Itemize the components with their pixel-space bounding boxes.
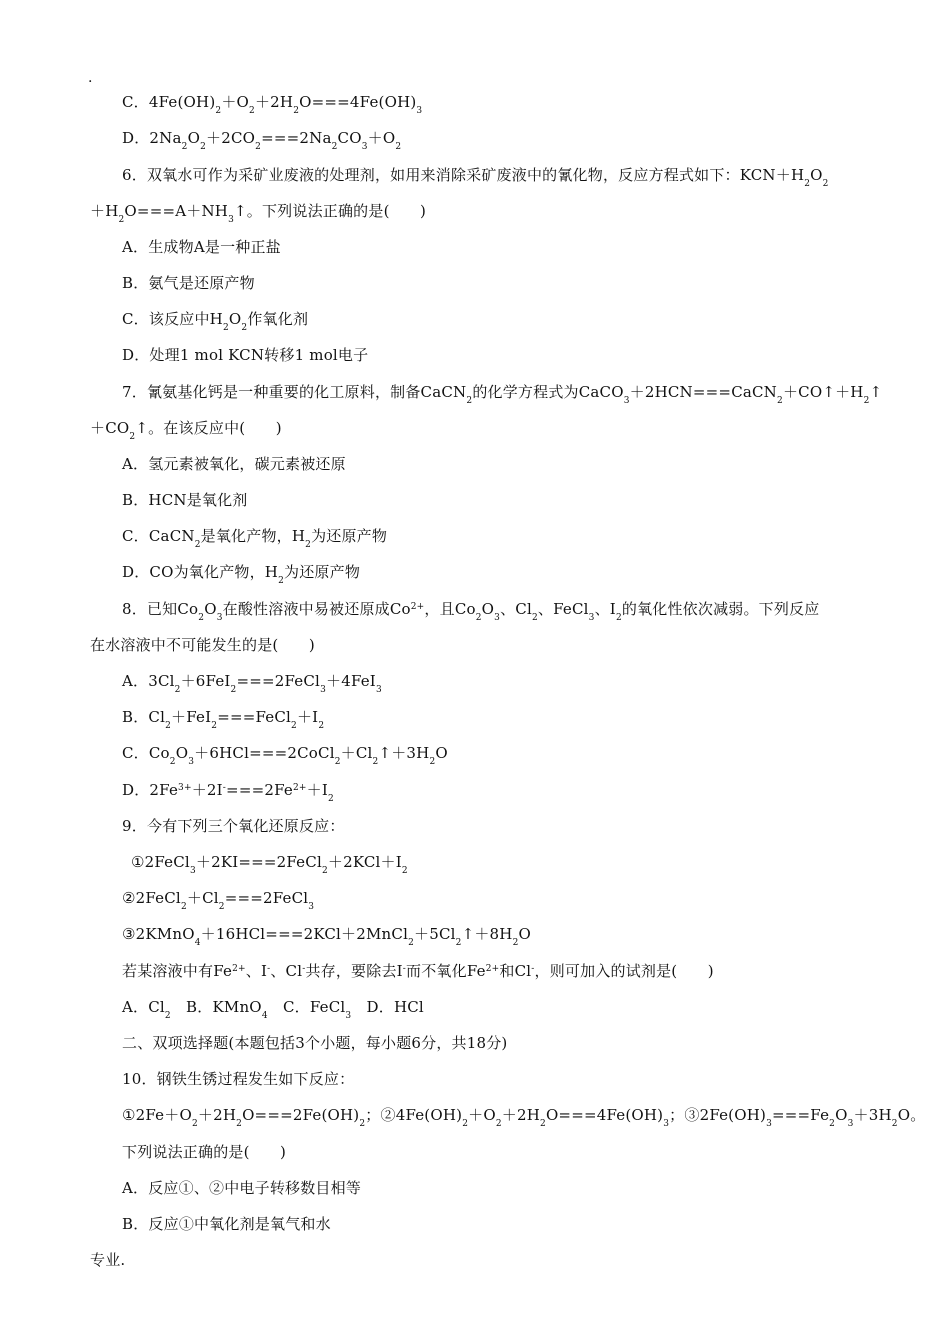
option-line: D．CO为氧化产物，$H_2$为还原产物: [122, 563, 361, 586]
option-line: A．氢元素被氧化，碳元素被还原: [122, 455, 346, 473]
option-line: B．$Cl_2+FeI_2===FeCl_2+I_2$: [122, 708, 325, 731]
question-line: 9．今有下列三个氧化还原反应：: [122, 817, 345, 835]
question-line: 6．双氧水可作为采矿业废液的处理剂，如用来消除采矿废液中的氰化物，反应方程式如下：$KCN+H_2O_2$: [122, 166, 829, 189]
option-line: C．CaCN$_2$是氧化产物，$H_2$为还原产物: [122, 527, 388, 550]
question-line: $+H_2O===A+NH_3↑$。下列说法正确的是( ): [90, 202, 427, 225]
option-line: A．$Cl_2$ B．KMnO$_4$ C．FeCl$_3$ D．HCl: [122, 998, 424, 1021]
question-line: $+CO_2↑$。在该反应中( ): [90, 419, 282, 442]
question-line: 8．已知$Co_2O_3$在酸性溶液中易被还原成$Co^{2+}$，且$Co_2O_3$、$Cl_2$、FeCl$_3$、$I_2$的氧化性依次减弱。下列反应: [122, 600, 820, 623]
question-line: 7．氰氨基化钙是一种重要的化工原料，制备CaCN$_2$的化学方程式为$CaCO_3+2HCN===CaCN_2+CO↑+H_2↑$: [122, 383, 883, 406]
header-dot: .: [88, 70, 93, 86]
option-line: B．氨气是还原产物: [122, 274, 255, 292]
option-line: A．$3Cl_2+6FeI_2===2FeCl_3+4FeI_3$: [122, 672, 382, 695]
option-line: D．$2Na_2O_2+2CO_2===2Na_2CO_3+O_2$: [122, 129, 402, 152]
option-line: A．生成物A是一种正盐: [122, 238, 281, 256]
reaction-line: $①2FeCl_3+2KI===2FeCl_2+2KCl+I_2$: [131, 853, 408, 876]
reaction-line: $②2FeCl_2+Cl_2===2FeCl_3$: [122, 889, 315, 912]
option-line: B．HCN是氧化剂: [122, 491, 248, 509]
option-line: C．$4Fe(OH)_2+O_2+2H_2O===4Fe(OH)_3$: [122, 93, 423, 116]
question-line: 在水溶液中不可能发生的是( ): [90, 636, 315, 654]
question-line: 下列说法正确的是( ): [122, 1143, 287, 1161]
section-heading: 二、双项选择题(本题包括3个小题，每小题6分，共18分): [122, 1034, 508, 1052]
footer-label: 专业.: [90, 1251, 126, 1269]
option-line: D．处理1 mol KCN转移1 mol电子: [122, 346, 369, 364]
option-line: D．$2Fe^{3+}+2I^-===2Fe^{2+}+I_2$: [122, 781, 334, 804]
option-line: B．反应①中氧化剂是氧气和水: [122, 1215, 331, 1233]
reaction-line: $①2Fe+O_2+2H_2O===2Fe(OH)_2$；$②4Fe(OH)_2+O_2+2H_2O===4Fe(OH)_3$；$③2Fe(OH)_3===Fe_2O_3+3H_2O$。: [122, 1106, 926, 1129]
reaction-line: $③2KMnO_4+16HCl===2KCl+2MnCl_2+5Cl_2↑+8H_2O$: [122, 925, 531, 948]
option-line: A．反应①、②中电子转移数目相等: [122, 1179, 362, 1197]
question-line: 若某溶液中有$Fe^{2+}$、I-、Cl-共存，要除去I-而不氧化$Fe^{2+}$和Cl-，则可加入的试剂是( ): [122, 962, 714, 980]
option-line: C．$Co_2O_3+6HCl===2CoCl_2+Cl_2↑+3H_2O$: [122, 744, 448, 767]
option-line: C．该反应中$H_2O_2$作氧化剂: [122, 310, 309, 333]
question-line: 10．钢铁生锈过程发生如下反应：: [122, 1070, 355, 1088]
